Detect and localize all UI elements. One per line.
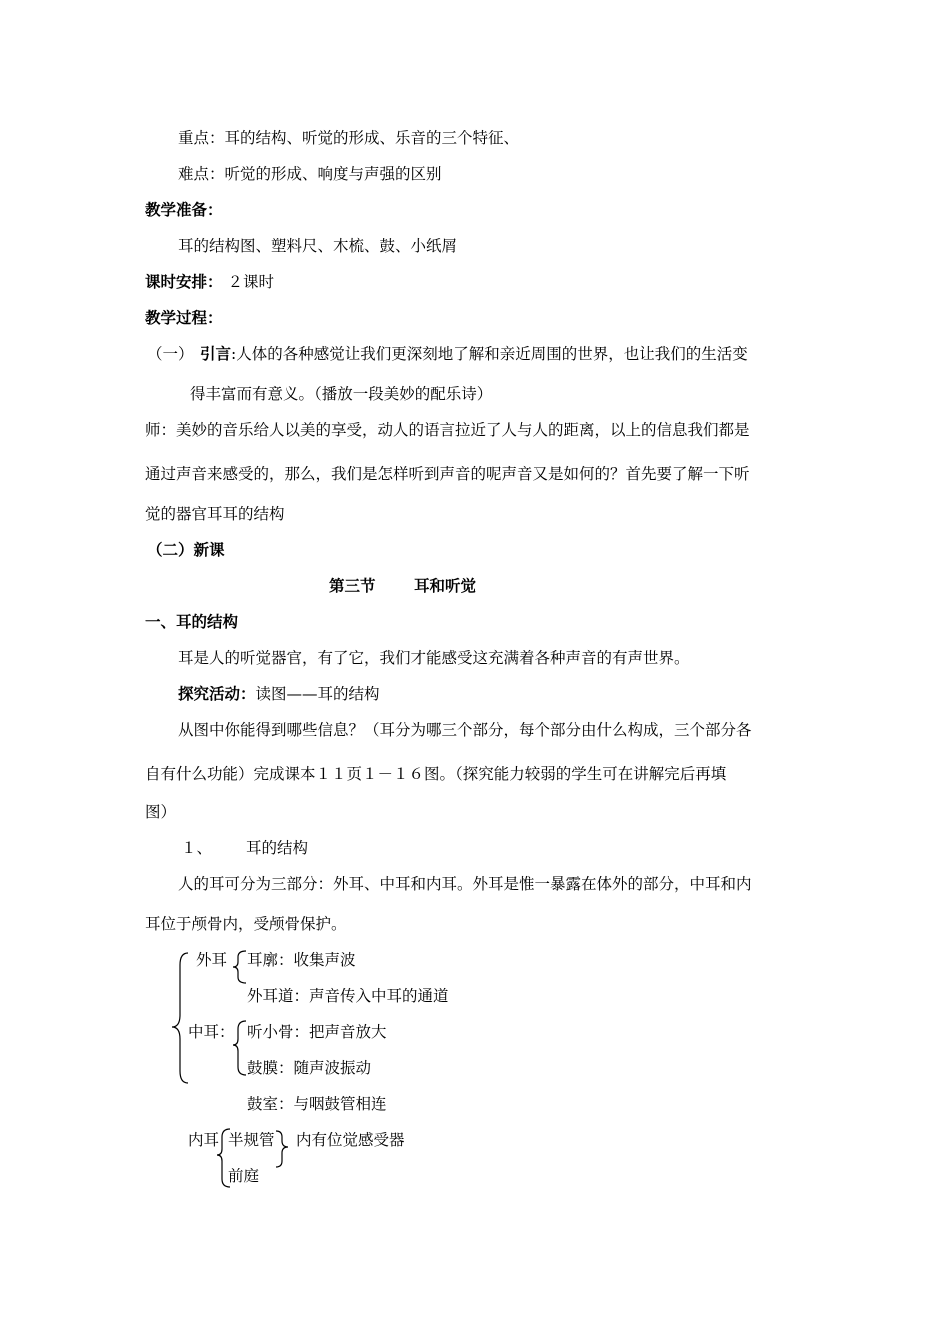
teacher-line1: 师：美妙的音乐给人以美的享受，动人的语言拉近了人与人的距离，以上的信息我们都是 bbox=[145, 421, 750, 439]
outer-ear-item-1: 耳廓：收集声波 bbox=[247, 951, 356, 969]
part1-para2-line2: 耳位于颅骨内，受颅骨保护。 bbox=[145, 915, 347, 933]
process-heading: 教学过程： bbox=[145, 308, 223, 327]
section-number: 第三节 bbox=[329, 576, 376, 595]
brace-middle-ear bbox=[233, 1021, 246, 1075]
part1-para2-line1: 人的耳可分为三部分：外耳、中耳和内耳。外耳是惟一暴露在体外的部分，中耳和内 bbox=[178, 875, 752, 893]
schedule bbox=[145, 272, 274, 292]
question-line2: 自有什么功能）完成课本１１页１－１６图。（探究能力较弱的学生可在讲解完后再填 bbox=[145, 765, 727, 783]
preparation-items: 耳的结构图、塑料尺、木梳、鼓、小纸屑 bbox=[178, 237, 458, 255]
middle-ear-item-2: 鼓膜：随声波振动 bbox=[247, 1059, 372, 1077]
intro-label: 引言 bbox=[200, 344, 232, 363]
brace-outer-ear bbox=[233, 951, 246, 983]
inner-ear-item-2: 前庭 bbox=[228, 1167, 260, 1185]
subsection-number: １、 bbox=[181, 839, 213, 857]
middle-ear-item-1: 听小骨：把声音放大 bbox=[247, 1023, 387, 1041]
question-line1: 从图中你能得到哪些信息？（耳分为哪三个部分，每个部分由什么构成，三个部分各 bbox=[178, 721, 752, 739]
section-title: 耳和听觉 bbox=[414, 576, 477, 595]
key-points-text: 耳的结构、听觉的形成、乐音的三个特征、 bbox=[224, 129, 520, 147]
new-lesson-heading: （二）新课 bbox=[147, 540, 225, 559]
teacher-line2: 通过声音来感受的，那么，我们是怎样听到声音的呢声音又是如何的？首先要了解一下听 bbox=[145, 465, 750, 483]
key-points bbox=[178, 128, 519, 148]
outer-ear-label: 外耳 bbox=[196, 951, 228, 969]
difficulties bbox=[178, 164, 442, 184]
brace-inner-ear-right bbox=[276, 1131, 288, 1167]
middle-ear-item-3: 鼓室：与咽鼓管相连 bbox=[247, 1095, 387, 1113]
difficulties-text: 听觉的形成、响度与声强的区别 bbox=[224, 165, 442, 183]
inner-ear-label: 内耳 bbox=[188, 1131, 220, 1149]
inner-ear-note: 内有位觉感受器 bbox=[296, 1131, 405, 1149]
subsection-title: 耳的结构 bbox=[246, 839, 309, 857]
intro-text-1: :人体的各种感觉让我们更深刻地了解和亲近周围的世界，也让我们的生活变 bbox=[231, 345, 748, 363]
activity-label: 探究活动： bbox=[178, 684, 256, 703]
activity-text: 读图——耳的结构 bbox=[255, 685, 380, 703]
activity bbox=[178, 684, 380, 704]
brace-outer-middle bbox=[172, 953, 188, 1083]
question-line3: 图） bbox=[145, 803, 177, 821]
part1-heading: 一、耳的结构 bbox=[145, 612, 239, 631]
schedule-label: 课时安排： bbox=[145, 272, 223, 291]
key-points-label: 重点： bbox=[178, 129, 225, 147]
inner-ear-item-1: 半规管 bbox=[228, 1131, 275, 1149]
part1-para1: 耳是人的听觉器官，有了它，我们才能感受这充满着各种声音的有声世界。 bbox=[178, 649, 690, 667]
teacher-line3: 觉的器官耳耳的结构 bbox=[145, 505, 285, 523]
intro-line1 bbox=[200, 344, 748, 364]
middle-ear-label: 中耳： bbox=[188, 1023, 235, 1041]
intro-number: （一） bbox=[147, 345, 194, 363]
preparation-heading: 教学准备： bbox=[145, 200, 223, 219]
schedule-value: ２课时 bbox=[227, 273, 274, 291]
outer-ear-item-2: 外耳道：声音传入中耳的通道 bbox=[247, 987, 449, 1005]
difficulties-label: 难点： bbox=[178, 165, 225, 183]
intro-line2: 得丰富而有意义。（播放一段美妙的配乐诗） bbox=[190, 385, 493, 403]
